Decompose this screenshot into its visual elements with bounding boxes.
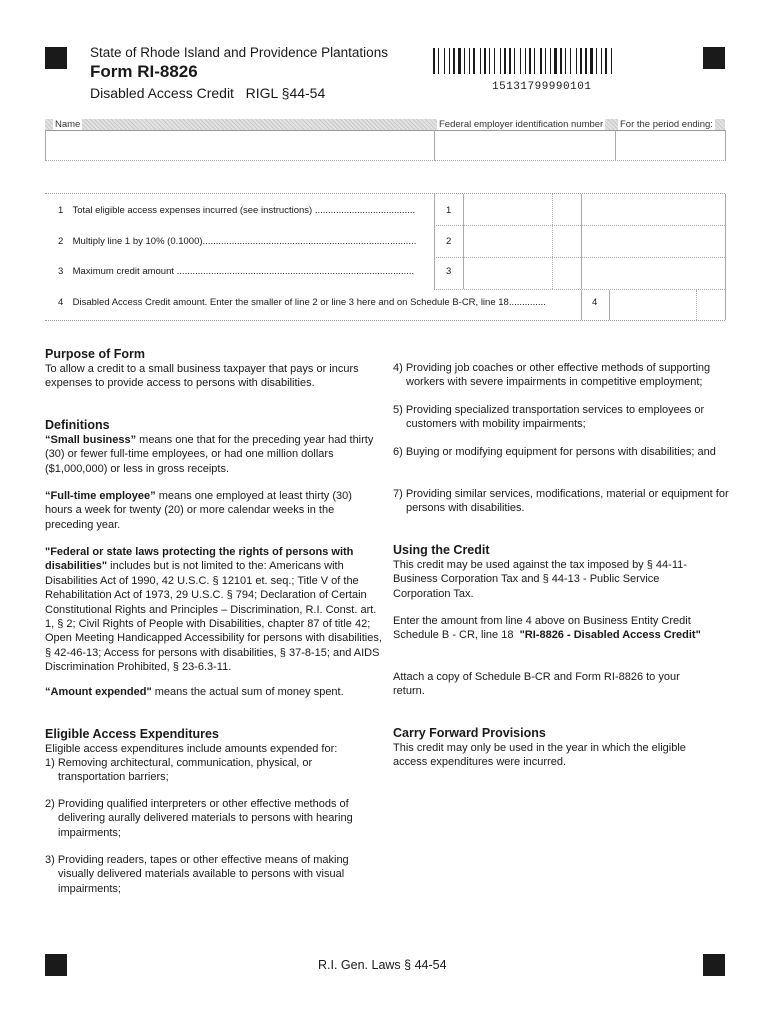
barcode-bar [438, 48, 439, 74]
barcode-bar [552, 48, 553, 74]
line-4-label: 4 Disabled Access Credit amount. Enter the smaller of line 2 or line 3 here and on Schedule B-CR, line 18.............. [58, 297, 546, 308]
definition-small-business: “Small business” means one that for the preceding year had thirty (30) or fewer full-time employees, or had one million dollars ($1,000,000) or less in gross receipts. [45, 434, 374, 475]
line-4-amount-field[interactable] [610, 291, 724, 319]
barcode-bar [507, 48, 508, 74]
barcode-bar [583, 48, 584, 74]
barcode-bar [512, 48, 513, 74]
eligible-item-1: 1) Removing architectural, communication, physical, or transportation barriers; [45, 757, 313, 784]
definition-amount-expended: “Amount expended" means the actual sum of money spent. [45, 686, 344, 698]
barcode-bar [433, 48, 435, 74]
name-label: Name [55, 119, 81, 130]
barcode-bar [494, 48, 495, 74]
barcode-bar [456, 48, 457, 74]
barcode-bar [482, 48, 483, 74]
using-credit-heading: Using the Credit [393, 543, 490, 557]
line-1-label: 1 Total eligible access expenses incurred (see instructions) ...................................... [58, 205, 416, 216]
barcode-bar [446, 48, 448, 74]
barcode-image [433, 48, 663, 74]
purpose-heading: Purpose of Form [45, 347, 146, 361]
form-subtitle: Disabled Access Credit RIGL §44-54 [90, 85, 326, 101]
carry-forward-heading: Carry Forward Provisions [393, 726, 546, 740]
barcode-bar [489, 48, 490, 74]
definition-full-time-employee: “Full-time employee” means one employed at least thirty (30) hours a week for twenty (20) or more calendar weeks in the preceding year. [45, 490, 352, 531]
line-3-label: 3 Maximum credit amount .......................................................................................... [58, 266, 415, 277]
barcode-bar [540, 48, 542, 74]
barcode-bar [522, 48, 524, 74]
barcode-bar [487, 48, 488, 74]
period-ending-field[interactable] [615, 130, 726, 161]
barcode-bar [543, 48, 544, 74]
barcode-bar [491, 48, 493, 74]
barcode-bar [580, 48, 582, 74]
barcode-bar [594, 48, 595, 74]
line-2-box-number: 2 [446, 236, 452, 247]
barcode-bar [451, 48, 452, 74]
lines-1-3-number-column-divider [434, 194, 435, 289]
barcode-bar [504, 48, 506, 74]
barcode-bar [520, 48, 521, 74]
barcode-bar [532, 48, 533, 74]
barcode-bar [500, 48, 501, 74]
barcode-bar [588, 48, 589, 74]
barcode-bar [576, 48, 577, 74]
fein-field[interactable] [434, 130, 616, 161]
barcode-bar [560, 48, 562, 74]
line-4-box-number: 4 [592, 297, 598, 308]
eligible-expenditures-intro: Eligible access expenditures include amounts expended for: [45, 743, 338, 755]
eligible-item-7: 7) Providing similar services, modifications, material or equipment for persons with disabilities. [393, 488, 729, 515]
barcode-bar [480, 48, 481, 74]
barcode-bar [585, 48, 587, 74]
period-ending-label: For the period ending: [620, 119, 713, 130]
eligible-item-2: 2) Providing qualified interpreters or other effective methods of delivering aurally delivered materials to persons with hearing impairments; [45, 798, 353, 839]
barcode-bar [514, 48, 515, 74]
credit-computation-lines [45, 193, 725, 321]
eligible-item-5: 5) Providing specialized transportation services to employees or customers with mobility impairments; [393, 404, 705, 431]
barcode-bar [554, 48, 557, 74]
barcode-bar [536, 48, 539, 74]
barcode-bar [527, 48, 528, 74]
barcode-bar [565, 48, 566, 74]
barcode-bar [516, 48, 519, 74]
form-number: Form RI-8826 [90, 62, 198, 81]
line-2-amount-field[interactable] [464, 227, 724, 256]
barcode-bar [547, 48, 549, 74]
barcode-bar [601, 48, 602, 74]
eligible-expenditures-heading: Eligible Access Expenditures [45, 727, 219, 741]
footer-statute: R.I. Gen. Laws § 44-54 [318, 958, 447, 972]
line-1-bottom-rule [434, 225, 725, 226]
line-3-bottom-rule [434, 289, 725, 290]
purpose-text: To allow a credit to a small business taxpayer that pays or incurs expenses to provide access to persons with disabilities. [45, 363, 359, 390]
barcode-bar [578, 48, 579, 74]
barcode-bar [502, 48, 503, 74]
eligible-item-6: 6) Buying or modifying equipment for persons with disabilities; and [393, 446, 716, 458]
using-credit-attach-instructions: Attach a copy of Schedule B-CR and Form RI-8826 to your return. [393, 671, 680, 698]
barcode-bar [590, 48, 593, 74]
amount-column-right-edge [725, 194, 726, 320]
barcode-bar [611, 48, 612, 74]
barcode-bar [473, 48, 475, 74]
barcode-bar [469, 48, 470, 74]
barcode-bar [476, 48, 479, 74]
line-2-label: 2 Multiply line 1 by 10% (0.1000)................................................................................. [58, 236, 417, 247]
line-2-bottom-rule [434, 257, 725, 258]
eligible-item-4: 4) Providing job coaches or other effective methods of supporting workers with severe impairments in competitive employment; [393, 362, 711, 389]
barcode-bar [596, 48, 597, 74]
barcode-bar [458, 48, 461, 74]
barcode-bar [550, 48, 551, 74]
barcode-number: 15131799990101 [492, 81, 592, 93]
barcode-bar [453, 48, 455, 74]
barcode-bar [608, 48, 610, 74]
line-4-number-column-divider [581, 290, 582, 320]
barcode-bar [496, 48, 499, 74]
barcode-bar [572, 48, 575, 74]
barcode-bar [605, 48, 607, 74]
barcode-bar [436, 48, 437, 74]
line-1-box-number: 1 [446, 205, 452, 216]
registration-mark-top-left [45, 47, 67, 69]
barcode-bar [509, 48, 511, 74]
registration-mark-top-right [703, 47, 725, 69]
barcode-bar [558, 48, 559, 74]
barcode-bar [570, 48, 571, 74]
fein-label: Federal employer identification number [439, 119, 604, 130]
barcode-bar [603, 48, 604, 74]
line-3-box-number: 3 [446, 266, 452, 277]
barcode-bar [466, 48, 468, 74]
barcode-bar [525, 48, 526, 74]
barcode-bar [471, 48, 472, 74]
line-1-amount-field[interactable] [464, 195, 724, 224]
barcode-bar [567, 48, 569, 74]
barcode-bar [545, 48, 546, 74]
barcode-bar [444, 48, 445, 74]
taxpayer-info-row [45, 119, 725, 161]
registration-mark-bottom-right [703, 954, 725, 976]
barcode-bar [613, 48, 616, 74]
barcode-bar [563, 48, 564, 74]
barcode-bar [598, 48, 600, 74]
barcode-bar [534, 48, 535, 74]
barcode-bar [449, 48, 450, 74]
eligible-item-3: 3) Providing readers, tapes or other effective means of making visually delivered materials available to persons with visual impairments; [45, 854, 349, 895]
line-3-amount-field[interactable] [464, 259, 724, 288]
using-credit-text: This credit may be used against the tax imposed by § 44-11- Business Corporation Tax and § 44-13 - Public Service Corporation Tax. [393, 559, 687, 600]
registration-mark-bottom-left [45, 954, 67, 976]
carry-forward-text: This credit may only be used in the year in which the eligible access expenditures were incurred. [393, 742, 686, 769]
barcode-bar [440, 48, 443, 74]
barcode-bar [484, 48, 486, 74]
using-credit-entry-instructions: Enter the amount from line 4 above on Business Entity Credit Schedule B - CR, line 18 "RI-8826 - Disabled Access Credit" [393, 615, 701, 642]
definition-protecting-laws: "Federal or state laws protecting the rights of persons with disabilities" includes but is not limited to the: Americans with Disabilities Act of 1990, 42 U.S.C. § 12101 et. seq.; Title V of the Rehabilitation Act of 1973, 29 U.S.C. § 794; Declaration of Certain Constitutional Rights and Principles – Discrimination, R.I. Const. art. 1, § 2; Civil Rights of People with Disabilities, chapter 87 of title 42; Open Meeting Handicapped Accessibility for persons with disabilities, § 42-46-13; Access for persons with disabilities, § 37-8-15; and AIDS Discrimination Prohibited, § 23-6.3-11. [45, 546, 382, 674]
state-title: State of Rhode Island and Providence Plantations [90, 45, 388, 60]
barcode-bar [529, 48, 531, 74]
definitions-heading: Definitions [45, 418, 110, 432]
barcode-bar [462, 48, 463, 74]
name-field[interactable] [45, 130, 435, 161]
barcode-bar [464, 48, 465, 74]
